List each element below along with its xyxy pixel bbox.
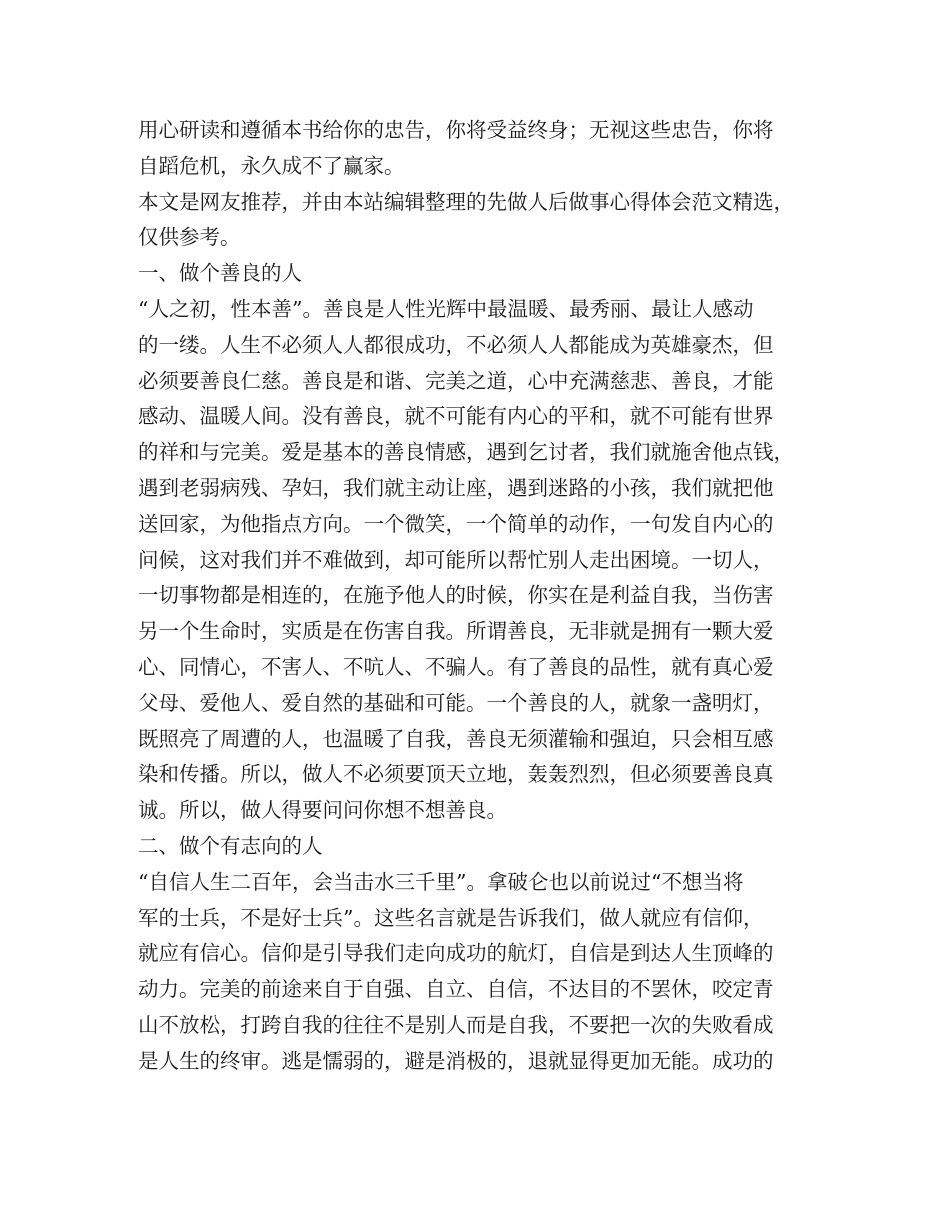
text-line: 是人生的终审。逃是懦弱的，避是消极的，退就显得更加无能。成功的 [138, 1048, 774, 1073]
text-line: 的一缕。人生不必须人人都很成功，不必须人人都能成为英雄豪杰，但 [138, 332, 774, 357]
text-line: 军的士兵，不是好士兵”。这些名言就是告诉我们，做人就应有信仰， [138, 905, 764, 930]
section-heading: 一、做个善良的人 [138, 261, 302, 286]
text-line: 心、同情心，不害人、不吭人、不骗人。有了善良的品性，就有真心爱 [138, 654, 774, 679]
text-line: 染和传播。所以，做人不必须要顶天立地，轰轰烈烈，但必须要善良真 [138, 762, 774, 787]
text-line: 遇到老弱病残、孕妇，我们就主动让座，遇到迷路的小孩，我们就把他 [138, 475, 774, 500]
text-line: 的祥和与完美。爱是基本的善良情感，遇到乞讨者，我们就施舍他点钱， [138, 440, 794, 465]
text-line: 另一个生命时，实质是在伤害自我。所谓善良，无非就是拥有一颗大爱 [138, 619, 774, 644]
text-line: 就应有信心。信仰是引导我们走向成功的航灯，自信是到达人生顶峰的 [138, 941, 774, 966]
text-line: 用心研读和遵循本书给你的忠告，你将受益终身；无视这些忠告，你将 [138, 118, 774, 142]
text-line: 父母、爱他人、爱自然的基础和可能。一个善良的人，就象一盏明灯， [138, 690, 774, 715]
text-line: 问候，这对我们并不难做到，却可能所以帮忙别人走出困境。一切人， [138, 547, 774, 572]
text-line: 诚。所以，做人得要问问你想不想善良。 [138, 798, 507, 823]
text-line: 本文是网友推荐，并由本站编辑整理的先做人后做事心得体会范文精选， [138, 189, 794, 214]
section-heading: 二、做个有志向的人 [138, 833, 323, 858]
text-line: “人之初，性本善”。善良是人性光辉中最温暖、最秀丽、最让人感动 [138, 296, 754, 321]
text-line: 动力。完美的前途来自于自强、自立、自信，不达目的不罢休，咬定青 [138, 977, 774, 1002]
text-line: 必须要善良仁慈。善良是和谐、完美之道，心中充满慈悲、善良，才能 [138, 368, 774, 393]
document-body [138, 113, 818, 1080]
text-line: 送回家，为他指点方向。一个微笑，一个简单的动作，一句发自内心的 [138, 511, 774, 536]
text-line: 一切事物都是相连的，在施予他人的时候，你实在是利益自我，当伤害 [138, 583, 774, 608]
text-line: “自信人生二百年，会当击水三千里”。拿破仑也以前说过“不想当将 [138, 869, 744, 894]
text-line: 山不放松，打跨自我的往往不是别人而是自我，不要把一次的失败看成 [138, 1012, 774, 1037]
text-line: 感动、温暖人间。没有善良，就不可能有内心的平和，就不可能有世界 [138, 404, 774, 429]
text-line: 既照亮了周遭的人，也温暖了自我，善良无须灌输和强迫，只会相互感 [138, 726, 774, 751]
text-line: 仅供参考。 [138, 225, 241, 250]
text-line: 自蹈危机，永久成不了赢家。 [138, 153, 405, 178]
